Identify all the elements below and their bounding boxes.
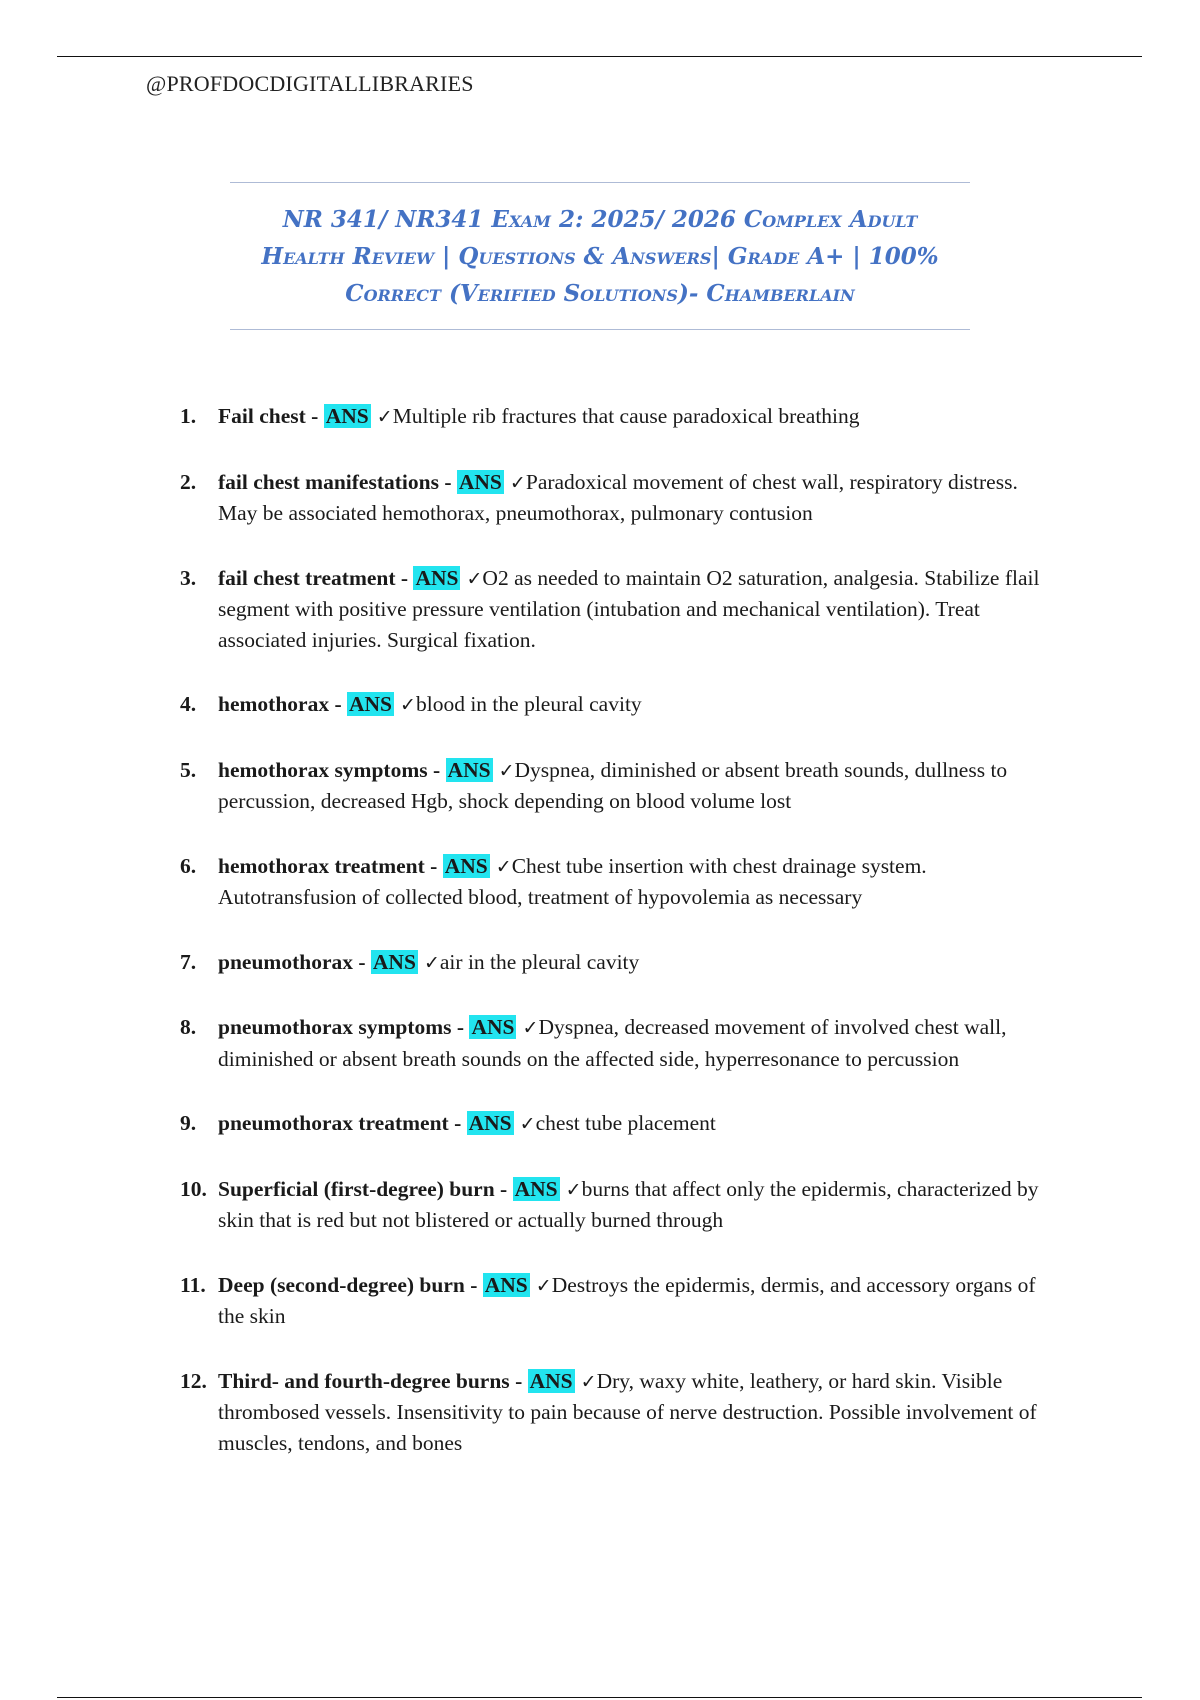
ans-highlight: ANS xyxy=(529,1368,573,1393)
qa-separator: - xyxy=(395,565,414,590)
qa-item xyxy=(180,1108,1060,1140)
qa-number: 12. xyxy=(180,1368,207,1393)
check-icon: ✓ xyxy=(503,471,526,494)
qa-term: Third- and fourth-degree burns xyxy=(218,1368,510,1393)
ans-highlight: ANS xyxy=(468,1111,512,1135)
title-line: Health Review | Questions & Answers| Grade A+ | 100% xyxy=(261,243,939,270)
qa-item xyxy=(180,1174,1060,1236)
qa-number: 3. xyxy=(180,565,197,590)
qa-answer: Paradoxical movement of chest wall, respiratory distress. May be associated hemothorax, pneumothorax, pulmonary contusion xyxy=(218,469,1018,525)
qa-item xyxy=(180,1366,1060,1459)
check-icon: ✓ xyxy=(513,1113,536,1135)
qa-answer: air in the pleural cavity xyxy=(439,949,640,974)
qa-answer: Chest tube insertion with chest drainage system. Autotransfusion of collected blood, treatment of hypovolemia as necessary xyxy=(218,853,927,909)
qa-term: fail chest manifestations xyxy=(218,469,439,494)
qa-item xyxy=(180,1012,1060,1074)
qa-separator: - xyxy=(494,1176,513,1201)
qa-item xyxy=(180,947,1060,979)
header-brand: @PROFDOCDIGITALLIBRARIES xyxy=(146,71,474,96)
qa-term: pneumothorax treatment xyxy=(218,1111,449,1135)
document-title xyxy=(230,182,970,330)
qa-term: fail chest treatment xyxy=(218,565,396,590)
qa-number: 11. xyxy=(180,1272,206,1297)
qa-separator: - xyxy=(352,949,371,974)
title-line: Correct (Verified Solutions)- Chamberlain xyxy=(345,280,855,307)
qa-answer: Dry, waxy white, leathery, or hard skin. Visible thrombosed vessels. Insensitivity to pain because of nerve destruction. Possible involvement of muscles, tendons, and bones xyxy=(218,1368,1037,1455)
check-icon: ✓ xyxy=(529,1274,552,1297)
qa-item xyxy=(180,401,1060,433)
qa-number: 4. xyxy=(180,692,197,716)
qa-term: hemothorax treatment xyxy=(218,853,425,878)
ans-highlight: ANS xyxy=(349,692,393,716)
check-icon: ✓ xyxy=(417,951,440,974)
qa-answer: Dyspnea, decreased movement of involved chest wall, diminished or absent breath sounds on the affected side, hyperresonance to percussion xyxy=(218,1015,1007,1071)
ans-highlight: ANS xyxy=(325,404,369,428)
qa-number: 9. xyxy=(180,1111,197,1135)
qa-separator: - xyxy=(305,404,324,428)
qa-number: 7. xyxy=(180,949,197,974)
qa-answer: blood in the pleural cavity xyxy=(415,692,642,716)
qa-term: hemothorax symptoms xyxy=(218,757,428,782)
qa-number: 6. xyxy=(180,853,197,878)
qa-answer: Destroys the epidermis, dermis, and accessory organs of the skin xyxy=(218,1272,1036,1328)
qa-separator: - xyxy=(451,1015,470,1039)
check-icon: ✓ xyxy=(394,694,416,716)
qa-term: pneumothorax symptoms xyxy=(218,1015,452,1039)
title-line: NR 341/ NR341 Exam 2: 2025/ 2026 Complex Adult xyxy=(282,206,918,233)
qa-term: hemothorax xyxy=(218,692,330,716)
qa-list xyxy=(180,401,1060,1492)
qa-answer: burns that affect only the epidermis, characterized by skin that is red but not blistered or actually burned through xyxy=(218,1176,1039,1232)
qa-item xyxy=(180,1270,1060,1332)
ans-highlight: ANS xyxy=(444,853,488,878)
ans-highlight: ANS xyxy=(514,1176,558,1201)
qa-answer: chest tube placement xyxy=(535,1111,716,1135)
qa-term: pneumothorax xyxy=(218,949,353,974)
qa-number: 5. xyxy=(180,757,197,782)
qa-number: 8. xyxy=(180,1015,197,1039)
qa-item xyxy=(180,563,1060,656)
ans-highlight: ANS xyxy=(447,757,491,782)
qa-term: Superficial (first-degree) burn xyxy=(218,1176,495,1201)
qa-separator: - xyxy=(438,469,457,494)
check-icon: ✓ xyxy=(370,406,393,428)
qa-item xyxy=(180,467,1060,529)
qa-answer: Dyspnea, diminished or absent breath sounds, dullness to percussion, decreased Hgb, shock depending on blood volume lost xyxy=(218,757,1008,813)
qa-term: Fail chest xyxy=(218,404,306,428)
qa-term: Deep (second-degree) burn xyxy=(218,1272,465,1297)
qa-separator: - xyxy=(424,853,443,878)
qa-answer: Multiple rib fractures that cause paradoxical breathing xyxy=(392,404,860,428)
footer-rule xyxy=(57,1697,1142,1698)
ans-highlight: ANS xyxy=(458,469,502,494)
ans-highlight: ANS xyxy=(372,949,416,974)
qa-number: 2. xyxy=(180,469,197,494)
qa-number: 1. xyxy=(180,404,197,428)
check-icon: ✓ xyxy=(492,759,515,782)
qa-separator: - xyxy=(427,757,446,782)
qa-separator: - xyxy=(464,1272,483,1297)
qa-separator: - xyxy=(448,1111,467,1135)
qa-answer: O2 as needed to maintain O2 saturation, analgesia. Stabilize flail segment with positive pressure ventilation (intubation and mechanical ventilation). Treat associated injuries. Surgical fixation. xyxy=(218,565,1040,652)
qa-number: 10. xyxy=(180,1176,207,1201)
ans-highlight: ANS xyxy=(484,1272,528,1297)
qa-separator: - xyxy=(509,1368,528,1393)
ans-highlight: ANS xyxy=(415,565,459,590)
check-icon: ✓ xyxy=(574,1370,597,1393)
qa-item xyxy=(180,689,1060,721)
check-icon: ✓ xyxy=(489,855,512,878)
check-icon: ✓ xyxy=(516,1017,539,1039)
check-icon: ✓ xyxy=(460,567,483,590)
qa-item xyxy=(180,851,1060,913)
ans-highlight: ANS xyxy=(471,1015,515,1039)
qa-item xyxy=(180,755,1060,817)
check-icon: ✓ xyxy=(559,1178,582,1201)
qa-separator: - xyxy=(329,692,347,716)
header-rule xyxy=(57,56,1142,57)
